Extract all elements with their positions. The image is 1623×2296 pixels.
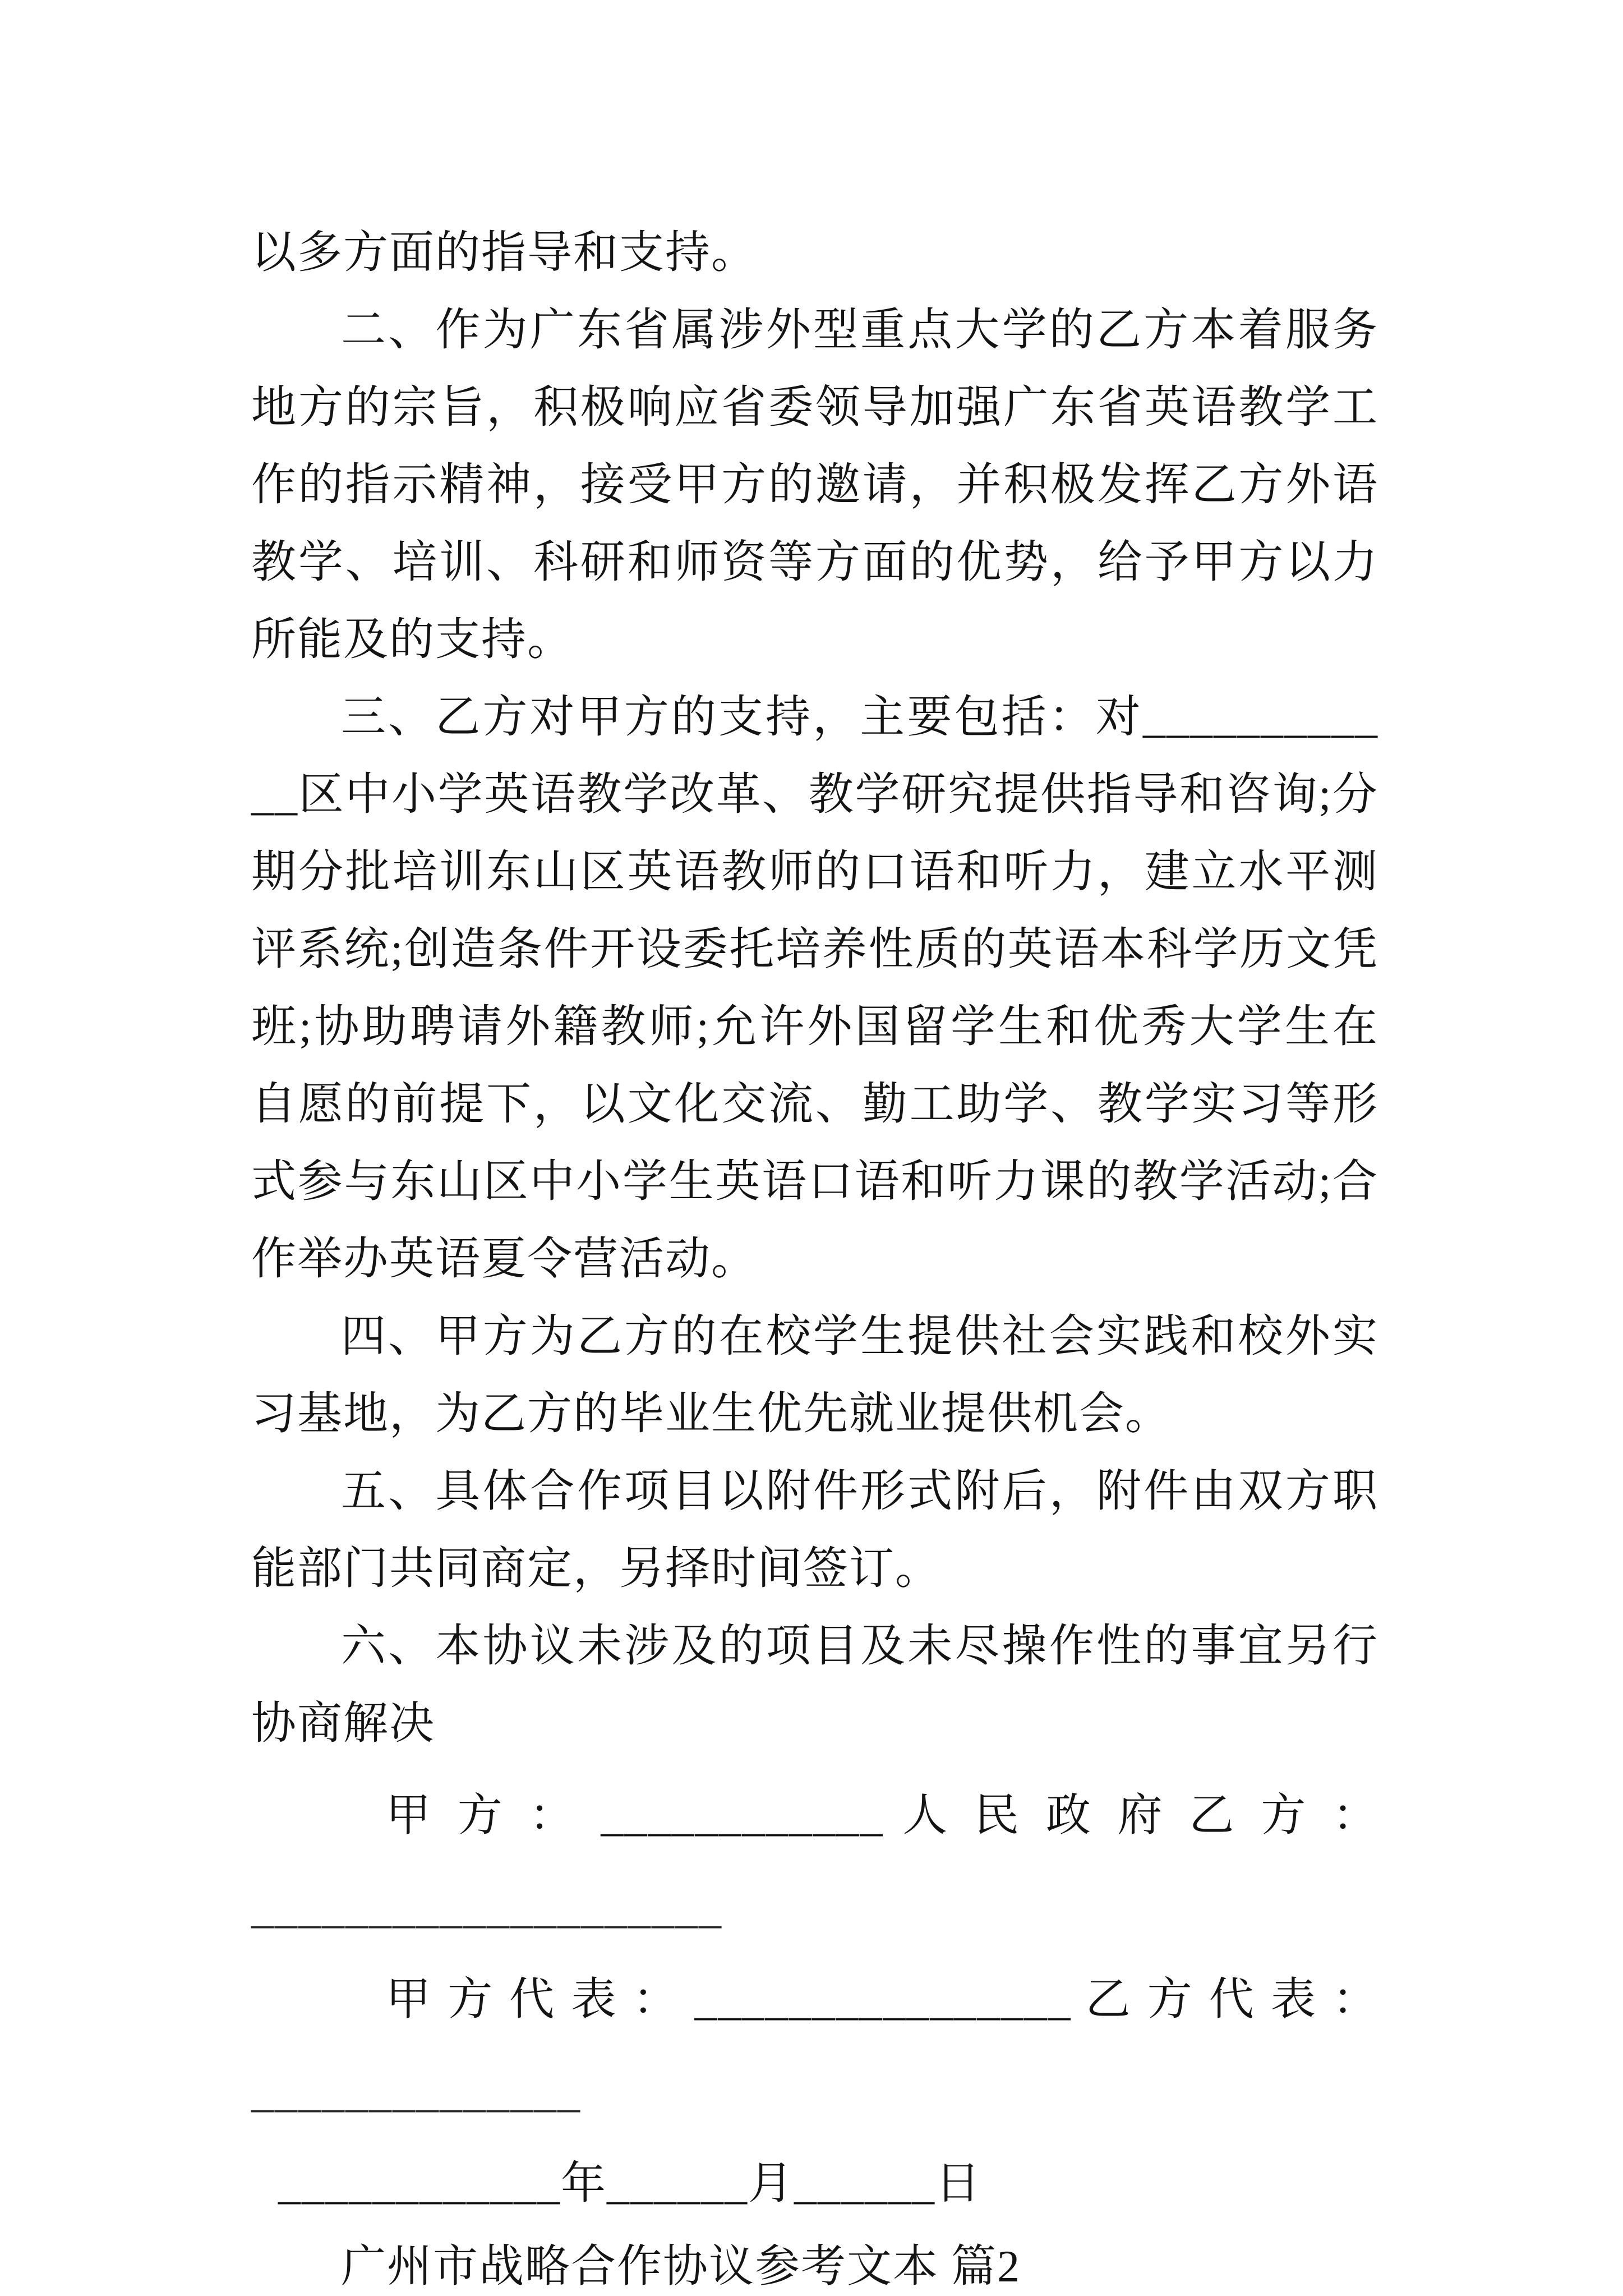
- signature-party-blank-underline: ____________________: [251, 1883, 722, 1932]
- paragraph-clause-2: 二、作为广东省属涉外型重点大学的乙方本着服务地方的宗旨，积极响应省委领导加强广东省英语教学工作的指示精神，接受甲方的邀请，并积极发挥乙方外语教学、培训、科研和师资等方面的优势，给予甲方以力所能及的支持。: [251, 306, 1378, 665]
- signature-party-line: 甲 方 ： ____________ 人 民 政 府 乙 方 ：: [386, 1791, 1378, 1841]
- next-section-title: 广州市战略合作协议参考文本 篇2: [341, 2242, 1021, 2292]
- signature-date-line: ____________年______月______日: [278, 2159, 981, 2208]
- paragraph-clause-5: 五、具体合作项目以附件形式附后，附件由双方职能部门共同商定，另择时间签订。: [251, 1467, 1378, 1594]
- paragraph-clause-3: 三、乙方对甲方的支持，主要包括：对____________区中小学英语教学改革、教学研究提供指导和咨询;分期分批培训东山区英语教师的口语和听力，建立水平测评系统;创造条件开设委托培养性质的英语本科学历文凭班;协助聘请外籍教师;允许外国留学生和优秀大学生在自愿的前提下，以文化交流、勤工助学、教学实习等形式参与东山区中小学生英语口语和听力课的教学活动;合作举办英语夏令营活动。: [251, 693, 1378, 1284]
- paragraph-clause-4: 四、甲方为乙方的在校学生提供社会实践和校外实习基地，为乙方的毕业生优先就业提供机会。: [251, 1312, 1378, 1439]
- signature-representative-blank-underline: ______________: [251, 2067, 581, 2116]
- paragraph-continuation: 以多方面的指导和支持。: [251, 228, 757, 278]
- signature-representative-line: 甲 方 代 表 ： ________________ 乙 方 代 表 ：: [386, 1975, 1378, 2024]
- paragraph-clause-6: 六、本协议未涉及的项目及未尽操作性的事宜另行协商解决: [251, 1622, 1378, 1749]
